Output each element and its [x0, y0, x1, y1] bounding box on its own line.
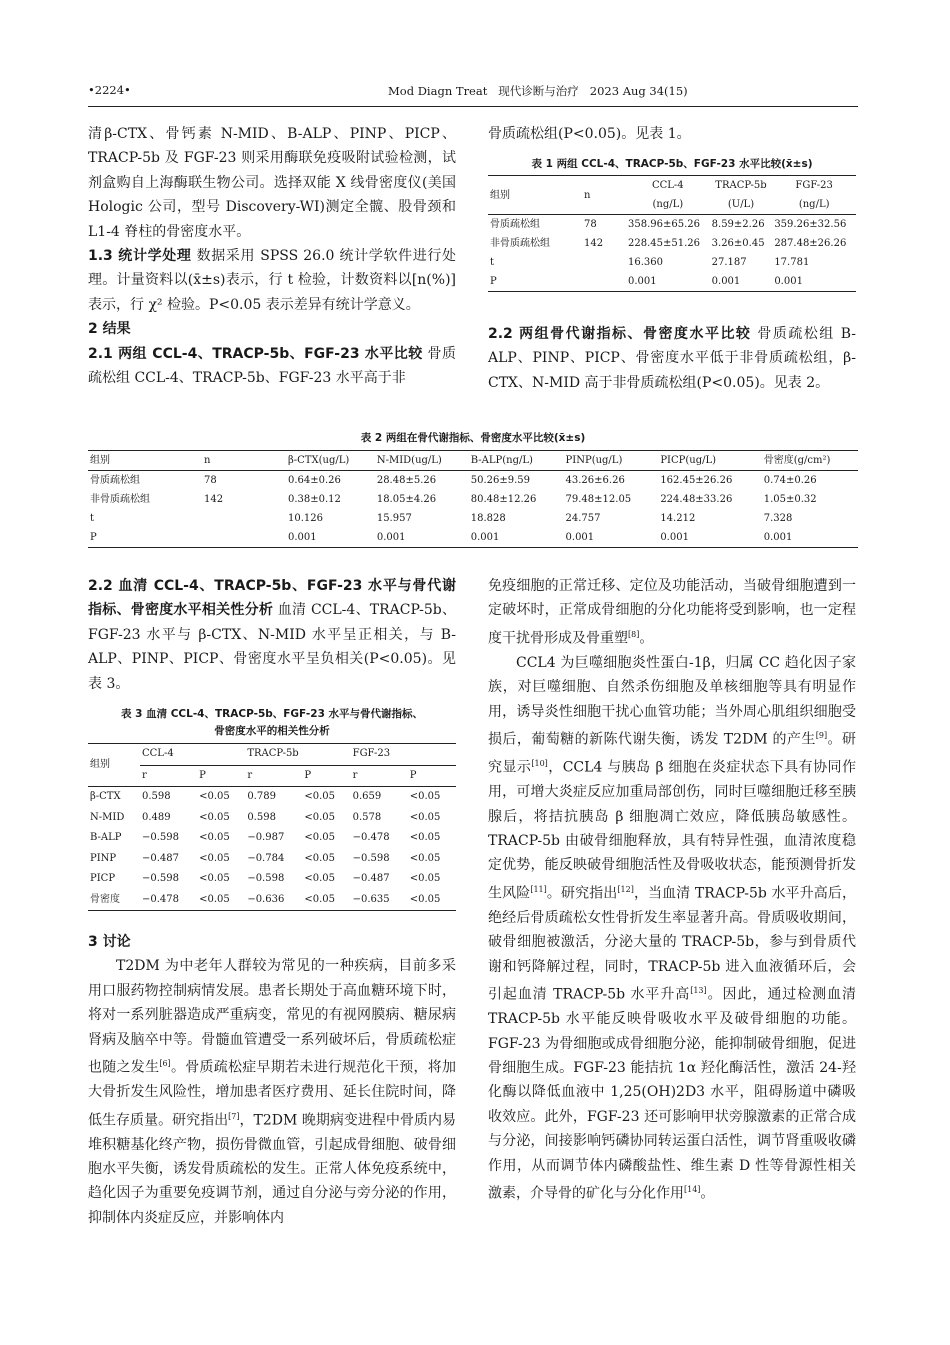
- table-cell: 27.187: [711, 257, 747, 268]
- table-cell: P: [490, 276, 497, 287]
- t3-header-group: 组别: [88, 744, 140, 787]
- table-cell: 0.001: [288, 532, 317, 543]
- table-cell: 0.598: [142, 791, 171, 802]
- table-cell: −0.636: [247, 893, 285, 905]
- table-cell: −0.478: [142, 893, 180, 905]
- discussion-text: ，当血清 TRACP-5b 水平升高后，绝经后骨质疏松女性骨折发生率显著升高。骨质吸收期间，破骨细胞被激活，分泌大量的 TRACP-5b，参与到骨质代谢和钙降解过程，同时，TRACP-5b 进入血液循环后，会引起血清 TRACP-5b 水平升高: [488, 885, 856, 1003]
- correlation-text: 血清 CCL-4、TRACP-5b、FGF-23 水平与 β-CTX、N-MID 水平呈正相关，与 B-ALP、PINP、PICP、骨密度水平呈负相关(P<0.05)。见表 3。: [88, 602, 456, 692]
- table-cell: 80.48±12.26: [470, 494, 537, 505]
- table-cell: 359.26±32.56: [774, 219, 847, 230]
- table-cell: 142: [204, 494, 224, 505]
- table-cell: 228.45±51.26: [628, 238, 700, 249]
- table-cell: −0.987: [247, 832, 285, 843]
- table-cell: <0.05: [304, 873, 336, 884]
- table-row: [88, 828, 456, 849]
- table-cell: [202, 528, 286, 548]
- discussion-text: 。骨质疏松症早期若未进行规范化干预，将加大骨折发生风险性，增加患者医疗费用、延长住院时间，降低生存质量。研究指出: [88, 1059, 457, 1129]
- table-cell: <0.05: [409, 893, 441, 905]
- t1-unit-tracp: (U/L): [727, 199, 755, 210]
- table-cell: <0.05: [304, 832, 336, 843]
- t1-header-n: n: [584, 189, 591, 201]
- table-cell: 43.26±6.26: [565, 475, 625, 486]
- left-column-top: [88, 122, 456, 390]
- t1-header-group: 组别: [490, 189, 510, 201]
- table-row: [88, 890, 456, 911]
- discussion-text: 。研究指出: [546, 885, 618, 902]
- table-cell: <0.05: [199, 893, 230, 905]
- t3-header-ccl4: CCL-4: [140, 744, 245, 766]
- discussion-text: 。: [700, 1185, 715, 1202]
- table-cell: 非骨质疏松组: [490, 238, 550, 249]
- table-cell: 0.489: [142, 811, 171, 823]
- table-2-title: 表 2 两组在骨代谢指标、骨密度水平比较(x̄±s): [360, 432, 586, 444]
- discussion-text: 。因此，通过检测血清 TRACP-5b 水平能反映骨吸收水平及破骨细胞的功能。FGF-23 为骨细胞或成骨细胞分泌，能抑制破骨细胞，促进骨细胞生成。FGF-23 能拮抗 1α 羟化酶活性，激活 24-羟化酶以降低血液中 1,25(OH)2D3 水平，阻碍肠道中磷吸收效应。此外，FGF-23 还可影响甲状旁腺激素的正常合成与分泌，间接影响钙磷协同转运蛋白活性，调节肾重吸收磷作用，从而调节体内磷酸盐性、维生素 D 性等骨源性相关激素，介导骨的矿化与分化作用: [488, 986, 856, 1202]
- table-cell: −0.478: [352, 832, 390, 843]
- table-3-title-line2: 骨密度水平的相关性分析: [214, 725, 330, 737]
- table-cell: −0.487: [352, 873, 390, 884]
- t1-header-fgf: FGF-23: [795, 180, 833, 191]
- results-21-heading: 2.1 两组 CCL-4、TRACP-5b、FGF-23 水平比较: [88, 345, 423, 362]
- table-cell: [582, 272, 626, 292]
- table-header-cell: 骨密度(g/cm²): [763, 455, 831, 466]
- table-cell: 78: [584, 219, 597, 230]
- discussion-text: 免疫细胞的正常迁移、定位及功能活动，当破骨细胞遭到一定破坏时，正常成骨细胞的分化功能将受到影响，也一定程度干扰骨形成及骨重塑: [488, 578, 856, 647]
- table-header-row: [88, 451, 858, 471]
- discussion-text: ，CCL4 与胰岛 β 细胞在炎症状态下具有协同作用，可增大炎症反应加重局部创伤，同时巨噬细胞迁移至胰腺后，将拮抗胰岛 β 细胞凋亡效应，降低胰岛敏感性。TRACP-5b 由破骨细胞释放，具有特异性强，血清浓度稳定优势，能反映破骨细胞活性及骨吸收状态，能预测骨折发生风险: [488, 759, 856, 902]
- right-column-top: [488, 122, 856, 146]
- table-cell: 18.05±4.26: [376, 494, 437, 505]
- table-cell: <0.05: [409, 852, 441, 864]
- table-1-title: 表 1 两组 CCL-4、TRACP-5b、FGF-23 水平比较(x̄±s): [531, 158, 813, 170]
- table-header-cell: N-MID(ug/L): [376, 455, 442, 466]
- table-cell: 16.360: [628, 257, 663, 268]
- table-cell: β-CTX: [90, 791, 121, 802]
- correlation-paragraph: [88, 574, 456, 696]
- citation: [10]: [531, 759, 548, 769]
- table-cell: −0.784: [247, 852, 285, 864]
- table-cell: −0.598: [247, 873, 285, 884]
- table-cell: 28.48±5.26: [376, 475, 437, 486]
- discussion-paragraph-1: [88, 954, 456, 1230]
- table-cell: <0.05: [409, 873, 441, 884]
- table-cell: 0.001: [470, 532, 500, 543]
- table-cell: <0.05: [409, 811, 441, 823]
- table-row: [488, 272, 856, 292]
- table-cell: 15.957: [376, 513, 412, 524]
- results-21-text: 骨质疏松组 CCL-4、TRACP-5b、FGF-23 水平高于非: [88, 345, 457, 387]
- page-number: •2224•: [88, 83, 131, 97]
- t3-header-p: P: [409, 769, 417, 781]
- t1-unit-ccl4: (ng/L): [652, 199, 684, 210]
- table-cell: 142: [584, 238, 604, 249]
- table-cell: t: [490, 257, 495, 268]
- table-row: [88, 849, 456, 870]
- stats-text: 数据采用 SPSS 26.0 统计学软件进行处理。计量资料以(x̄±s)表示，行 t 检验，计数资料以[n(%)]表示，行 χ² 检验。P<0.05 表示差异有统计学意义。: [88, 248, 456, 313]
- table-row: [88, 787, 456, 808]
- table-3-title-line1: 表 3 血清 CCL-4、TRACP-5b、FGF-23 水平与骨代谢指标、: [120, 708, 424, 720]
- table-cell: B-ALP: [90, 832, 122, 843]
- left-column-discussion: [88, 930, 456, 1230]
- table-cell: 10.126: [288, 513, 323, 524]
- t1-unit-fgf: (ng/L): [798, 199, 830, 210]
- table-cell: −0.598: [352, 852, 390, 864]
- table-header-cell: PICP(ug/L): [660, 455, 717, 466]
- table-3: [88, 706, 456, 911]
- running-header: [88, 83, 858, 101]
- table-cell: N-MID: [90, 811, 125, 823]
- table-cell: <0.05: [304, 893, 336, 905]
- table-row: [88, 869, 456, 890]
- discussion-text: CCL4 为巨噬细胞炎性蛋白-1β，归属 CC 趋化因子家族，对巨噬细胞、自然杀伤细胞及单核细胞等具有明显作用，诱导炎性细胞干扰心血管功能；当外周心肌组织细胞受损后，葡萄糖的新陈代谢失衡，诱发 T2DM 的产生: [488, 654, 856, 748]
- citation: [6]: [159, 1059, 171, 1069]
- table-cell: 18.828: [470, 513, 506, 524]
- table-cell: 14.212: [660, 513, 696, 524]
- table-cell: 0.001: [774, 276, 803, 287]
- table-cell: <0.05: [199, 791, 230, 802]
- table-cell: 7.328: [763, 513, 793, 524]
- t3-header-p: P: [199, 769, 206, 781]
- citation: [12]: [617, 884, 634, 894]
- correlation-heading: 2.2 血清 CCL-4、TRACP-5b、FGF-23 水平与骨代谢指标、骨密度水平相关性分析: [88, 578, 456, 619]
- discussion-paragraph-3: [488, 651, 856, 1206]
- discussion-heading: 3 讨论: [88, 934, 131, 950]
- discussion-paragraph-2: [488, 574, 856, 651]
- citation: [9]: [815, 731, 828, 741]
- table-cell: 0.64±0.26: [288, 475, 341, 486]
- table-cell: [202, 509, 286, 528]
- table-cell: PICP: [90, 873, 116, 884]
- table-row: [88, 490, 858, 509]
- table-cell: <0.05: [409, 832, 441, 843]
- table-cell: 8.59±2.26: [711, 219, 765, 230]
- t1-header-ccl4: CCL-4: [651, 180, 684, 191]
- results-21-continued: 骨质疏松组(P<0.05)。见表 1。: [488, 126, 691, 142]
- citation: [13]: [690, 986, 707, 996]
- results-21-paragraph: [88, 342, 456, 391]
- discussion-text: ，T2DM 晚期病变进程中骨质内易堆积糖基化终产物，损伤骨微血管，引起成骨细胞、破骨细胞水平失衡，诱发骨质疏松的发生。正常人体免疫系统中，趋化因子为重要免疫调节剂，通过自分泌与旁分泌的作用，抑制体内炎症反应，并影响体内: [88, 1112, 456, 1226]
- table-cell: 0.001: [660, 532, 689, 543]
- table-cell: 0.38±0.12: [288, 494, 341, 505]
- results-22-text: 骨质疏松组 B-ALP、PINP、PICP、骨密度水平低于非骨质疏松组，β-CTX、N-MID 高于非骨质疏松组(P<0.05)。见表 2。: [488, 326, 856, 391]
- table-cell: 骨质疏松组: [490, 219, 540, 230]
- table-row: [88, 528, 858, 548]
- methods-paragraph: 清β-CTX、骨钙素 N-MID、B-ALP、PINP、PICP、TRACP-5b 及 FGF-23 则采用酶联免疫吸附试验检测，试剂盒购自上海酶联生物公司。选择双能 X 线骨密度仪(美国 Hologic 公司，型号 Discovery-WI)测定全髋、股骨颈和 L1-4 脊柱的骨密度水平。: [88, 126, 456, 240]
- table-cell: 非骨质疏松组: [90, 494, 150, 505]
- table-cell: 0.659: [352, 791, 382, 802]
- table-cell: PINP: [90, 852, 117, 864]
- table-cell: P: [90, 532, 97, 543]
- citation: [11]: [530, 884, 547, 894]
- table-cell: 0.789: [247, 791, 276, 802]
- table-cell: 287.48±26.26: [774, 238, 847, 249]
- table-cell: [582, 253, 626, 272]
- table-header-cell: PINP(ug/L): [565, 455, 623, 466]
- table-cell: 78: [204, 475, 217, 486]
- table-header-cell: n: [204, 455, 211, 466]
- discussion-text: 。: [639, 630, 654, 647]
- table-row: [88, 509, 858, 528]
- table-1: [488, 156, 856, 292]
- table-cell: 0.001: [565, 532, 595, 543]
- table-cell: 17.781: [774, 257, 810, 268]
- t3-header-r: r: [247, 769, 253, 781]
- discussion-text: 。研究显示: [488, 731, 856, 776]
- header-rule: [88, 106, 858, 107]
- discussion-text: T2DM 为中老年人群较为常见的一种疾病，目前多采用口服药物控制病情发展。患者长期处于高血糖环境下时，将对一系列脏器造成严重病变，常见的有视网膜病、糖尿病肾病及脑卒中等。骨髓血管遭受一系列破坏后，骨质疏松症也随之发生: [88, 958, 456, 1076]
- results-22-paragraph: [488, 322, 856, 395]
- journal-title: Mod Diagn Treat 现代诊断与治疗 2023 Aug 34(15): [388, 84, 688, 98]
- results-heading: 2 结果: [88, 321, 131, 338]
- table-cell: 0.74±0.26: [763, 475, 817, 486]
- table-cell: 0.578: [352, 811, 382, 823]
- t3-header-r: r: [352, 769, 358, 781]
- table-row: [88, 471, 858, 491]
- table-row: [488, 215, 856, 235]
- t3-header-tracp: TRACP-5b: [245, 744, 350, 766]
- stats-paragraph: [88, 244, 456, 317]
- table-header-cell: B-ALP(ng/L): [470, 455, 533, 466]
- table-header-cell: β-CTX(ug/L): [288, 455, 350, 466]
- table-cell: 骨质疏松组: [90, 475, 140, 486]
- table-cell: 0.001: [376, 532, 406, 543]
- t3-header-fgf: FGF-23: [351, 744, 456, 766]
- t3-header-p: P: [304, 769, 312, 781]
- citation: [7]: [228, 1111, 240, 1121]
- table-cell: <0.05: [199, 852, 230, 864]
- table-cell: −0.598: [142, 873, 180, 884]
- table-cell: t: [90, 513, 95, 524]
- table-cell: 79.48±12.05: [565, 494, 632, 505]
- table-cell: 224.48±33.26: [660, 494, 733, 505]
- left-column-correlation: [88, 574, 456, 696]
- table-cell: <0.05: [199, 873, 230, 884]
- table-cell: 0.598: [247, 811, 276, 823]
- table-cell: 358.96±65.26: [628, 219, 700, 230]
- table-cell: <0.05: [304, 811, 336, 823]
- citation: [8]: [628, 629, 640, 639]
- t3-header-r: r: [142, 769, 147, 781]
- table-cell: 骨密度: [90, 893, 120, 905]
- table-cell: <0.05: [409, 791, 441, 802]
- results-22-heading: 2.2 两组骨代谢指标、骨密度水平比较: [488, 326, 752, 342]
- table-cell: −0.487: [142, 852, 180, 864]
- table-cell: −0.598: [142, 832, 180, 843]
- table-cell: 0.001: [711, 276, 741, 287]
- table-cell: <0.05: [199, 832, 230, 843]
- table-header-cell: 组别: [90, 455, 110, 466]
- table-cell: 50.26±9.59: [470, 475, 531, 486]
- stats-heading: 1.3 统计学处理: [88, 248, 192, 265]
- table-cell: <0.05: [304, 791, 336, 802]
- table-cell: 162.45±26.26: [660, 475, 733, 486]
- t1-header-tracp: TRACP-5b: [715, 180, 767, 191]
- table-cell: <0.05: [304, 852, 336, 864]
- citation: [14]: [684, 1185, 701, 1195]
- table-cell: 3.26±0.45: [711, 238, 765, 249]
- table-2: [88, 430, 858, 548]
- table-cell: −0.635: [352, 893, 390, 905]
- right-column-discussion: [488, 574, 856, 1206]
- table-cell: 0.001: [628, 276, 657, 287]
- table-cell: <0.05: [199, 811, 230, 823]
- table-cell: 0.001: [763, 532, 793, 543]
- table-row: [488, 234, 856, 253]
- table-cell: 1.05±0.32: [763, 494, 817, 505]
- table-cell: 24.757: [565, 513, 601, 524]
- right-column-results-22: [488, 322, 856, 395]
- table-row: [488, 253, 856, 272]
- table-row: [88, 808, 456, 829]
